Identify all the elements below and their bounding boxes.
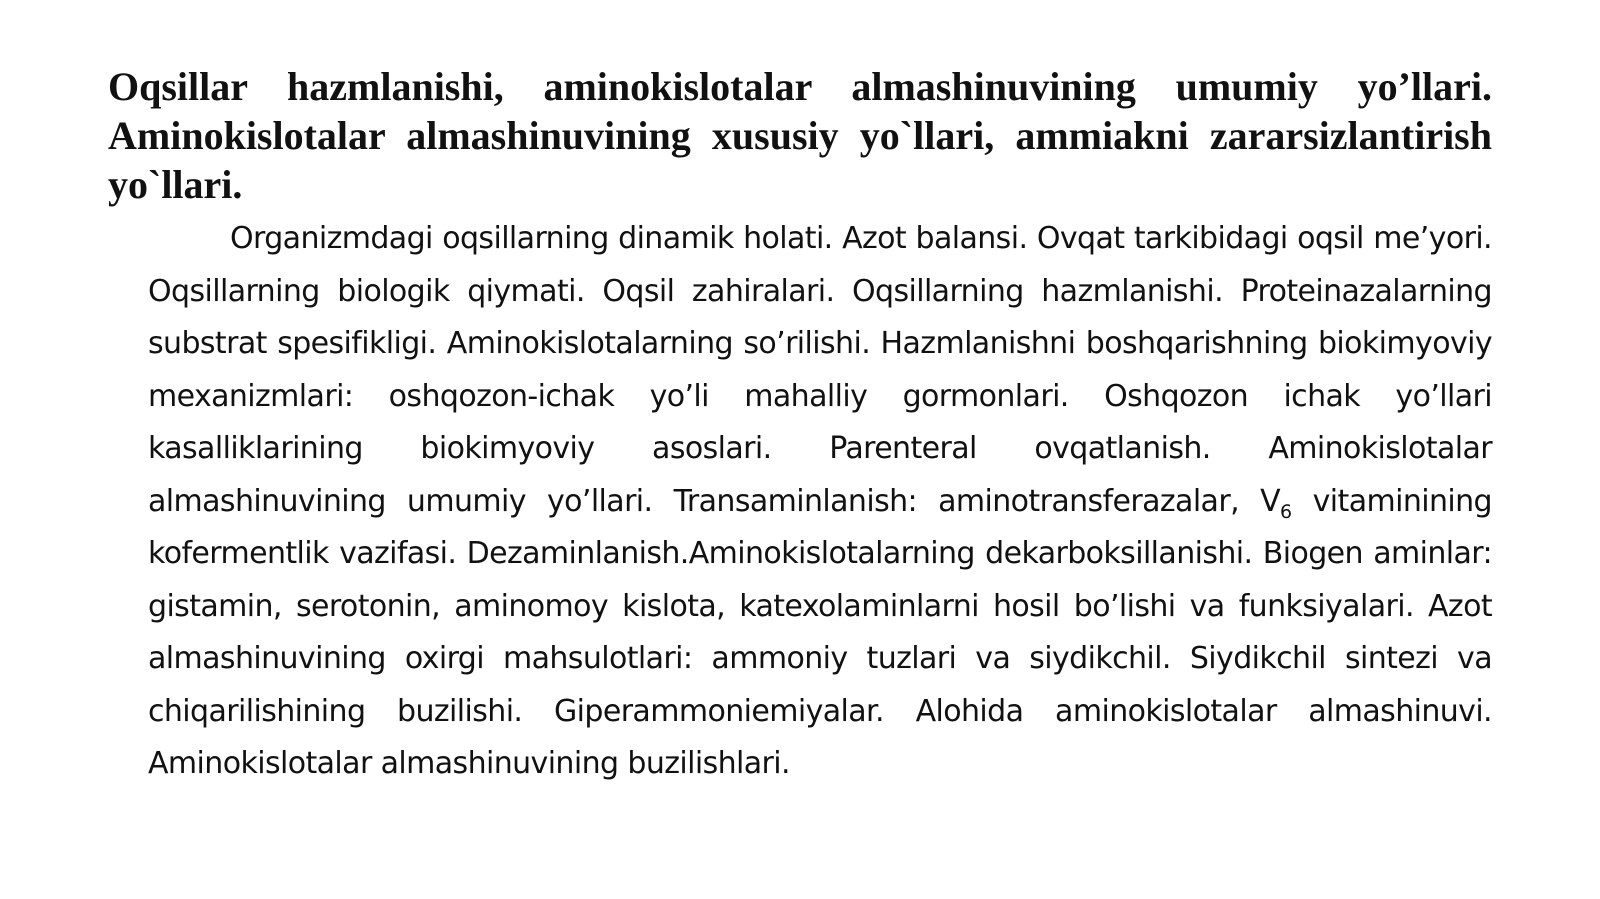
slide-body-paragraph [148,213,1492,791]
body-text-part-2: vitaminining kofermentlik vazifasi. Dezaminlanish.Aminokislotalarning dekarboksillanishi. Biogen aminlar: gistamin, serotonin, aminomoy kislota, katexolaminlarni hosil bo’lishi va funksiyalari. Azot almashinuvining oxirgi mahsulotlari: ammoniy tuzlari va siydikchil. Siydikchil sintezi va chiqarilishining buzilishi. Giperammoniemiyalar. Alohida aminokislotalar almashinuvi. Aminokislotalar almashinuvining buzilishlari. [148,483,1492,781]
vitamin-subscript: 6 [1280,500,1292,523]
body-text-part-1: Organizmdagi oqsillarning dinamik holati. Azot balansi. Ovqat tarkibidagi oqsil me’yori. Oqsillarning biologik qiymati. Oqsil zahiralari. Oqsillarning hazmlanishi. Proteinazalarning substrat spesifikligi. Aminokislotalarning so’rilishi. Hazmlanishni boshqarishning biokimyoviy mexanizmlari: oshqozon-ichak yo’li mahalliy gormonlari. Oshqozon ichak yo’llari kasalliklarining biokimyoviy asoslari. Parenteral ovqatlanish. Aminokislotalar almashinuvining umumiy yo’llari. Transaminlanish: aminotransferazalar, V [148,221,1492,519]
slide-heading: Oqsillar hazmlanishi, aminokislotalar almashinuvining umumiy yo’llari. Aminokislotalar almashinuvining xususiy yo`llari, ammiakni zararsizlantirish yo`llari. [108,64,1492,207]
